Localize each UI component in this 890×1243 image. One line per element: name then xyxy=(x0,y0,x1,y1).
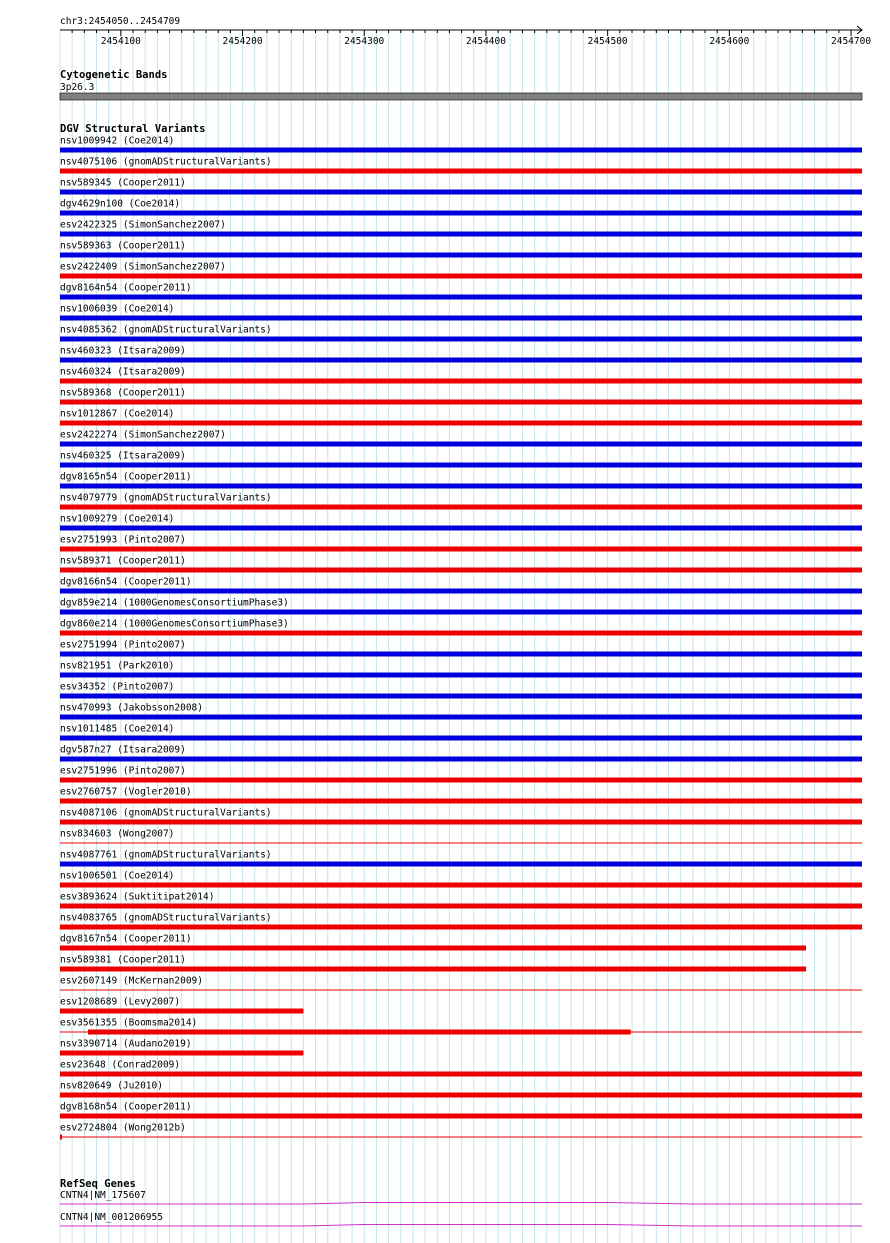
cytoband-label: 3p26.3 xyxy=(60,82,95,93)
dgv-track-title[interactable]: DGV Structural Variants xyxy=(60,123,206,135)
dgv-feature[interactable] xyxy=(60,934,806,951)
dgv-feature-bar[interactable] xyxy=(60,421,862,426)
dgv-feature-bar[interactable] xyxy=(60,778,862,783)
dgv-feature-bar[interactable] xyxy=(60,274,862,279)
dgv-feature-bar[interactable] xyxy=(60,1009,303,1014)
dgv-feature-bar[interactable] xyxy=(60,946,806,951)
dgv-feature-label: nsv4087106 (gnomADStructuralVariants) xyxy=(60,807,272,819)
dgv-feature-bar[interactable] xyxy=(60,148,862,153)
dgv-feature-label: dgv587n27 (Itsara2009) xyxy=(60,744,186,756)
dgv-feature-label: esv2607149 (McKernan2009) xyxy=(60,975,203,987)
dgv-feature-label: nsv589368 (Cooper2011) xyxy=(60,387,186,399)
dgv-feature-bar[interactable] xyxy=(60,967,806,972)
dgv-feature-label: dgv8166n54 (Cooper2011) xyxy=(60,576,192,588)
dgv-feature-label: nsv589371 (Cooper2011) xyxy=(60,555,186,567)
dgv-feature-bar[interactable] xyxy=(60,652,862,657)
dgv-feature-bar[interactable] xyxy=(60,169,862,174)
dgv-feature-label: esv2751993 (Pinto2007) xyxy=(60,534,186,546)
dgv-feature-label: nsv589345 (Cooper2011) xyxy=(60,177,186,189)
dgv-feature-label: dgv4629n100 (Coe2014) xyxy=(60,198,181,210)
dgv-feature-label: dgv860e214 (1000GenomesConsortiumPhase3) xyxy=(60,618,289,630)
dgv-feature-label: nsv1006501 (Coe2014) xyxy=(60,870,175,882)
dgv-feature-bar[interactable] xyxy=(60,799,862,804)
region-coordinates: chr3:2454050..2454709 xyxy=(60,16,181,27)
refseq-track-title[interactable]: RefSeq Genes xyxy=(60,1178,136,1190)
dgv-feature-label: nsv470993 (Jakobsson2008) xyxy=(60,702,203,714)
dgv-feature-label: nsv1011485 (Coe2014) xyxy=(60,723,175,735)
dgv-feature-bar[interactable] xyxy=(60,925,862,930)
dgv-feature-label: dgv8164n54 (Cooper2011) xyxy=(60,282,192,294)
ruler-tick-label: 2454400 xyxy=(465,36,506,47)
ruler-tick-label: 2454500 xyxy=(587,36,628,47)
dgv-feature-bar[interactable] xyxy=(60,673,862,678)
dgv-feature-bar[interactable] xyxy=(60,862,862,867)
dgv-feature-label: esv34352 (Pinto2007) xyxy=(60,681,175,693)
dgv-feature-bar[interactable] xyxy=(60,190,862,195)
dgv-feature[interactable] xyxy=(60,955,806,972)
ruler-tick-label: 2454600 xyxy=(709,36,750,47)
dgv-feature-label: nsv820649 (Ju2010) xyxy=(60,1080,163,1092)
dgv-feature-label: esv2751994 (Pinto2007) xyxy=(60,639,186,651)
dgv-feature-label: esv23648 (Conrad2009) xyxy=(60,1059,181,1071)
dgv-feature-bar[interactable] xyxy=(60,484,862,489)
dgv-feature-label: esv2760757 (Vogler2010) xyxy=(60,786,192,798)
dgv-feature-bar[interactable] xyxy=(60,211,862,216)
dgv-feature-bar[interactable] xyxy=(60,1072,862,1077)
dgv-feature-bar[interactable] xyxy=(60,358,862,363)
refseq-gene-label: CNTN4|NM_175607 xyxy=(60,1190,146,1201)
dgv-feature-label: esv3893624 (Suktitipat2014) xyxy=(60,891,215,903)
dgv-feature-bar[interactable] xyxy=(60,463,862,468)
dgv-feature-label: esv2724804 (Wong2012b) xyxy=(60,1122,186,1134)
dgv-feature-label: nsv1009942 (Coe2014) xyxy=(60,135,175,147)
dgv-feature-bar[interactable] xyxy=(60,400,862,405)
dgv-feature-bar[interactable] xyxy=(60,694,862,699)
dgv-feature-bar[interactable] xyxy=(60,757,862,762)
dgv-feature-label: dgv8167n54 (Cooper2011) xyxy=(60,933,192,945)
dgv-feature-bar[interactable] xyxy=(60,715,862,720)
dgv-feature-label: nsv4075106 (gnomADStructuralVariants) xyxy=(60,156,272,168)
dgv-feature-bar[interactable] xyxy=(60,883,862,888)
dgv-feature-label: nsv4087761 (gnomADStructuralVariants) xyxy=(60,849,272,861)
dgv-feature-bar[interactable] xyxy=(60,610,862,615)
dgv-feature-label: nsv821951 (Park2010) xyxy=(60,660,175,672)
dgv-feature-bar[interactable] xyxy=(60,1093,862,1098)
dgv-feature-bar[interactable] xyxy=(60,505,862,510)
cytoband-track-title[interactable]: Cytogenetic Bands xyxy=(60,69,168,81)
ruler-tick-label: 2454700 xyxy=(831,36,872,47)
dgv-feature-bar[interactable] xyxy=(60,379,862,384)
dgv-feature-label: esv2751996 (Pinto2007) xyxy=(60,765,186,777)
dgv-feature-bar[interactable] xyxy=(60,442,862,447)
dgv-feature-bar[interactable] xyxy=(60,568,862,573)
dgv-feature-label: nsv589381 (Cooper2011) xyxy=(60,954,186,966)
dgv-feature-bar[interactable] xyxy=(60,316,862,321)
dgv-feature-label: esv2422409 (SimonSanchez2007) xyxy=(60,261,226,273)
ruler-tick-label: 2454300 xyxy=(344,36,385,47)
dgv-feature-label: dgv8168n54 (Cooper2011) xyxy=(60,1101,192,1113)
dgv-feature-bar[interactable] xyxy=(60,736,862,741)
dgv-feature-bar[interactable] xyxy=(60,1051,303,1056)
dgv-feature-label: nsv460324 (Itsara2009) xyxy=(60,366,186,378)
dgv-feature-bar[interactable] xyxy=(60,253,862,258)
dgv-feature-label: esv2422274 (SimonSanchez2007) xyxy=(60,429,226,441)
dgv-feature-label: nsv460323 (Itsara2009) xyxy=(60,345,186,357)
ruler-tick-label: 2454100 xyxy=(100,36,141,47)
dgv-feature-label: nsv3390714 (Audano2019) xyxy=(60,1038,192,1050)
dgv-feature-bar[interactable] xyxy=(60,295,862,300)
dgv-feature-label: nsv1009279 (Coe2014) xyxy=(60,513,175,525)
cytoband-bar[interactable] xyxy=(60,93,862,100)
dgv-feature-bar[interactable] xyxy=(88,1030,631,1035)
dgv-feature-bar[interactable] xyxy=(60,631,862,636)
dgv-feature-bar[interactable] xyxy=(60,547,862,552)
refseq-gene-label: CNTN4|NM_001206955 xyxy=(60,1212,163,1223)
dgv-feature-bar[interactable] xyxy=(60,904,862,909)
dgv-feature-label: esv1208689 (Levy2007) xyxy=(60,996,181,1008)
dgv-feature-bar[interactable] xyxy=(60,1135,62,1140)
dgv-feature-label: dgv859e214 (1000GenomesConsortiumPhase3) xyxy=(60,597,289,609)
dgv-feature-label: esv2422325 (SimonSanchez2007) xyxy=(60,219,226,231)
dgv-feature-label: nsv460325 (Itsara2009) xyxy=(60,450,186,462)
dgv-feature-label: nsv4083765 (gnomADStructuralVariants) xyxy=(60,912,272,924)
ruler-tick-label: 2454200 xyxy=(222,36,263,47)
dgv-feature-bar[interactable] xyxy=(60,337,862,342)
dgv-feature-label: nsv1012867 (Coe2014) xyxy=(60,408,175,420)
dgv-feature-bar[interactable] xyxy=(60,1114,862,1119)
dgv-feature-label: nsv834603 (Wong2007) xyxy=(60,828,175,840)
dgv-feature-bar[interactable] xyxy=(60,232,862,237)
dgv-feature-label: nsv1006039 (Coe2014) xyxy=(60,303,175,315)
dgv-feature-label: nsv589363 (Cooper2011) xyxy=(60,240,186,252)
dgv-feature-label: nsv4079779 (gnomADStructuralVariants) xyxy=(60,492,272,504)
dgv-feature-label: nsv4085362 (gnomADStructuralVariants) xyxy=(60,324,272,336)
dgv-feature-bar[interactable] xyxy=(60,589,862,594)
dgv-feature-label: esv3561355 (Boomsma2014) xyxy=(60,1017,198,1029)
dgv-feature-bar[interactable] xyxy=(60,820,862,825)
dgv-feature-label: dgv8165n54 (Cooper2011) xyxy=(60,471,192,483)
dgv-feature-bar[interactable] xyxy=(60,526,862,531)
